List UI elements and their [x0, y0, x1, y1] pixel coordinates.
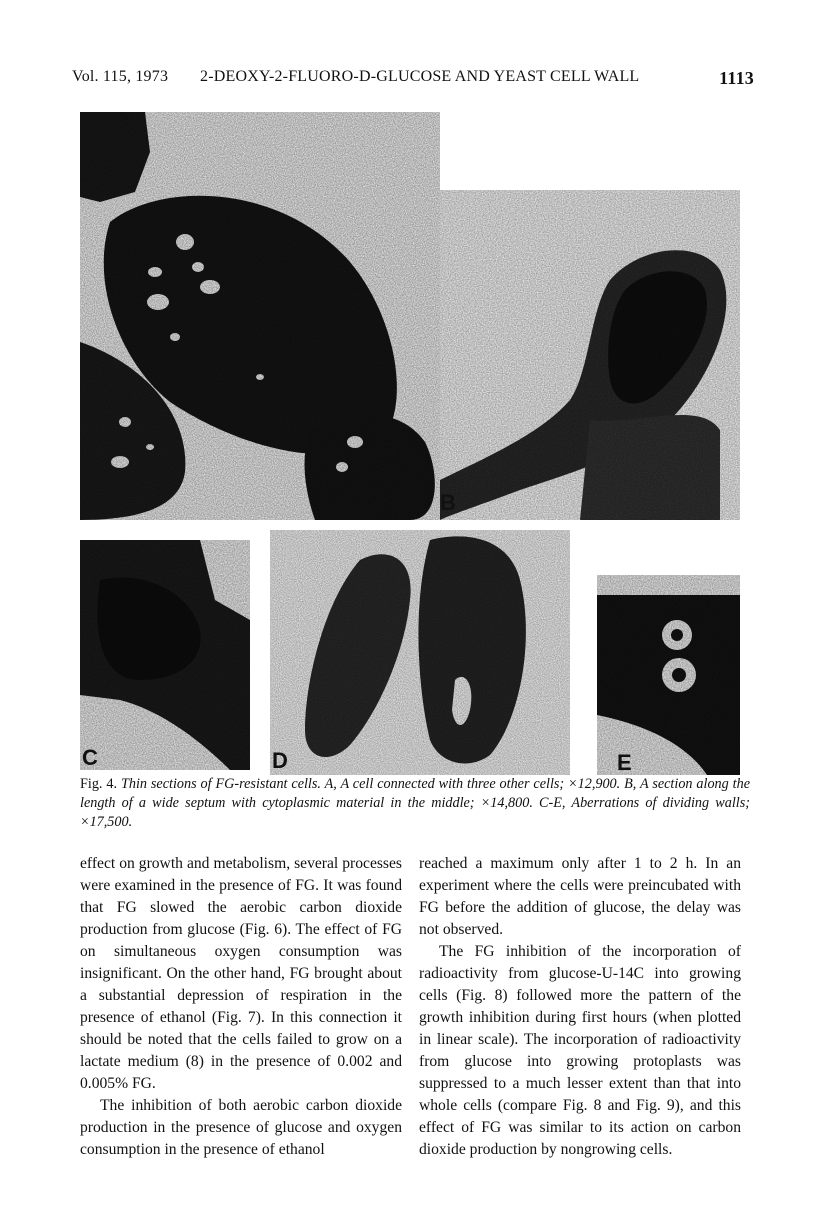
micrograph-panel-a	[80, 112, 440, 520]
panel-label-e: E	[617, 750, 632, 775]
running-header-volume: Vol. 115, 1973	[72, 68, 169, 85]
micrograph-d-image	[270, 530, 570, 775]
micrograph-e-image	[597, 575, 740, 775]
micrograph-a-image	[80, 112, 440, 520]
paragraph: The inhibition of both aerobic carbon dioxide production in the presence of glucose and oxygen consumption in the presence of ethanol	[80, 1097, 402, 1158]
figure-caption-text: Thin sections of FG-resistant cells. A, A cell connected with three other cells; ×12,900. B, A section along the length of a wide septum with cytoplasmic material in the middle; ×14,800. C-E, Aberrations of dividing walls; ×17,500.	[80, 776, 750, 830]
running-header-title: 2-DEOXY-2-FLUORO-D-GLUCOSE AND YEAST CELL WALL	[200, 68, 640, 85]
micrograph-panel-d	[270, 530, 570, 775]
figure-caption-label: Fig. 4.	[80, 776, 118, 792]
micrograph-panel-c	[80, 540, 250, 770]
micrograph-panel-b	[440, 190, 740, 520]
paragraph: effect on growth and metabolism, several processes were examined in the presence of FG. It was found that FG slowed the aerobic carbon dioxide production from glucose (Fig. 6). The effect of FG on simultaneous oxygen consumption was insignificant. On the other hand, FG brought about a substantial depression of respiration in the presence of ethanol (Fig. 7). In this connection it should be noted that the cells failed to grow on a lactate medium (8) in the presence of 0.002 and 0.005% FG.	[80, 855, 402, 1092]
panel-label-b: B	[440, 490, 456, 515]
page-number: 1113	[719, 68, 754, 88]
micrograph-c-image	[80, 540, 250, 770]
panel-label-c: C	[82, 745, 98, 770]
micrograph-b-image	[440, 190, 740, 520]
micrograph-panel-e	[597, 575, 740, 775]
panel-label-d: D	[272, 748, 288, 773]
paragraph: The FG inhibition of the incorporation of radioactivity from glucose-U-14C into growing cells (Fig. 8) followed more the pattern of the growth inhibition during first hours (when plotted in linear scale). The incorporation of radioactivity from glucose into growing protoplasts was suppressed to a much lesser extent than that into whole cells (compare Fig. 8 and Fig. 9), and this effect of FG was similar to its action on carbon dioxide production by nongrowing cells.	[419, 943, 741, 1158]
body-left-column	[80, 853, 402, 1161]
body-right-column	[419, 853, 741, 1161]
figure-caption	[80, 775, 750, 832]
paragraph: reached a maximum only after 1 to 2 h. In an experiment where the cells were preincubated with FG before the addition of glucose, the delay was not observed.	[419, 855, 741, 938]
